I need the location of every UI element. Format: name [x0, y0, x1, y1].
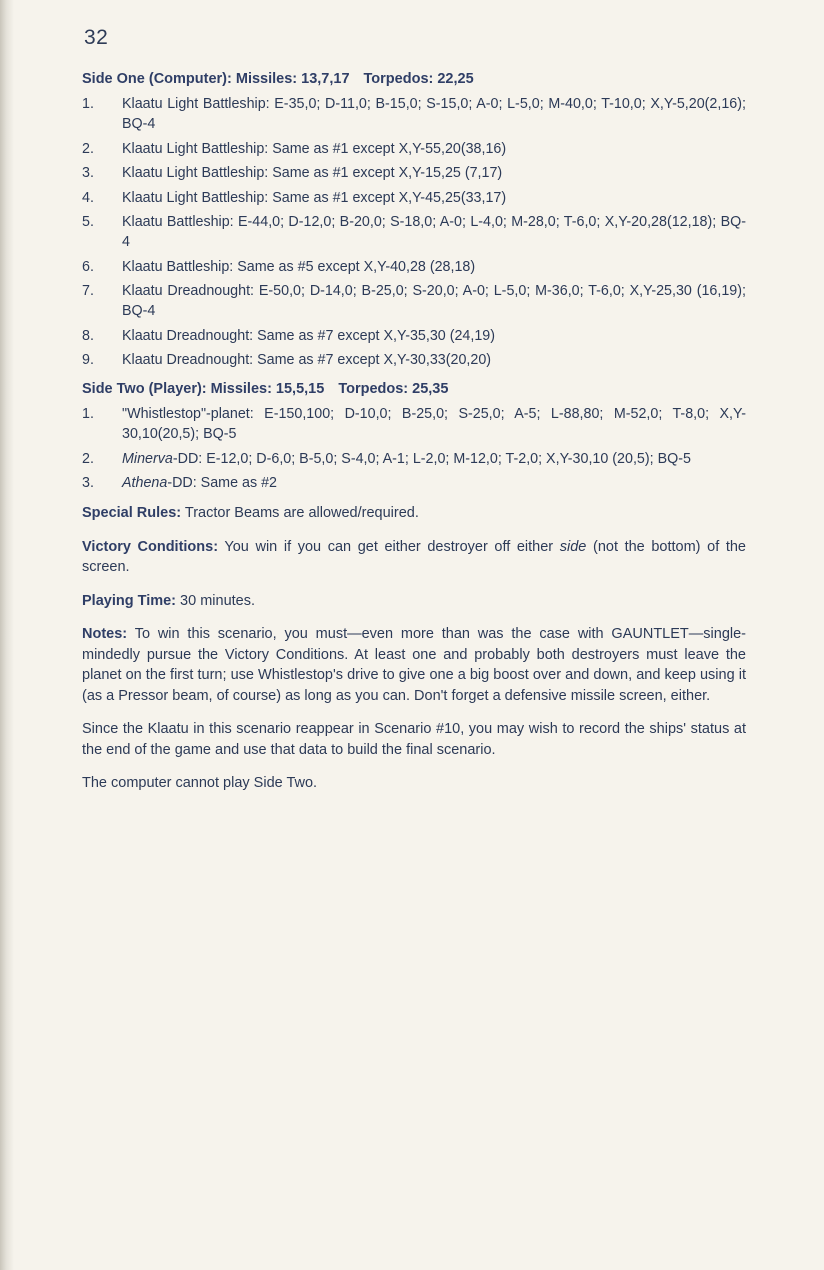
ship-stats: -DD: Same as #2: [167, 475, 277, 491]
side-one-torpedoes: Torpedos: 22,25: [363, 71, 474, 87]
playing-time-text: 30 minutes.: [176, 592, 256, 609]
list-item: [82, 281, 746, 321]
special-rules-text: Tractor Beams are allowed/required.: [181, 505, 419, 521]
list-item: [82, 94, 746, 134]
special-rules-paragraph: [82, 503, 746, 524]
item-number: 4.: [82, 189, 94, 206]
item-number: 5.: [82, 214, 94, 230]
victory-conditions-label: Victory Conditions:: [82, 538, 219, 555]
item-text: Klaatu Light Battleship: Same as #1 except X,Y-55,20(38,16): [122, 140, 507, 157]
list-item: [82, 139, 746, 159]
item-number: 3.: [82, 165, 94, 181]
playing-time-paragraph: [82, 591, 746, 612]
item-text: Klaatu Dreadnought: Same as #7 except X,Y-35,30 (24,19): [122, 327, 496, 344]
item-text: [122, 449, 746, 469]
item-text: Klaatu Light Battleship: Same as #1 except X,Y-15,25 (7,17): [122, 165, 503, 181]
victory-emphasis: side: [559, 538, 587, 555]
notes-text: To win this scenario, you must—even more than was the case with GAUNTLET—single-mindedly pursue the Victory Conditions. At least one and probably both destroyers must leave the planet on the first turn; use Whistlestop's drive to give one a big boost over and down, and keep using it (as a Pressor beam, of course) as long as you can. Don't forget a defensive missile screen, either.: [82, 626, 746, 704]
side-one-heading: [82, 70, 746, 88]
list-item: [82, 404, 746, 444]
playing-time-label: Playing Time:: [82, 592, 177, 609]
klaatu-record-paragraph: Since the Klaatu in this scenario reappear in Scenario #10, you may wish to record the ships' status at the end of the game and use that data to build the final scenario.: [82, 721, 746, 758]
special-rules-label: Special Rules:: [82, 505, 182, 521]
side-two-heading: [82, 380, 746, 398]
item-text: Klaatu Battleship: E-44,0; D-12,0; B-20,0; S-18,0; A-0; L-4,0; M-28,0; T-6,0; X,Y-20,28(12,18); BQ-4: [122, 214, 746, 250]
manual-page: [82, 26, 746, 807]
item-number: 2.: [82, 450, 94, 467]
ship-name: Minerva: [122, 450, 173, 467]
side-one-ship-list: [82, 94, 746, 370]
side-two-torpedoes: Torpedos: 25,35: [338, 381, 449, 397]
item-text: Klaatu Dreadnought: E-50,0; D-14,0; B-25,0; S-20,0; A-0; L-5,0; M-36,0; T-6,0; X,Y-25,30 (16,19); BQ-4: [122, 283, 746, 319]
item-number: 2.: [82, 140, 94, 157]
victory-text-a: You win if you can get either destroyer off either: [218, 538, 560, 555]
notes-paragraph: [82, 624, 746, 706]
item-number: 7.: [82, 283, 94, 299]
side-two-ship-list: [82, 404, 746, 493]
notes-label: Notes:: [82, 626, 128, 642]
list-item: [82, 473, 746, 493]
item-number: 9.: [82, 352, 94, 368]
item-text: Klaatu Light Battleship: E-35,0; D-11,0; B-15,0; S-15,0; A-0; L-5,0; M-40,0; T-10,0; X,Y-5,20(2,16); BQ-4: [122, 96, 746, 132]
list-item: [82, 212, 746, 252]
book-spine-shadow: [0, 0, 14, 1270]
item-number: 8.: [82, 327, 94, 344]
side-two-title: Side Two (Player): Missiles: 15,5,15: [82, 381, 325, 397]
item-text: [122, 473, 746, 493]
list-item: [82, 350, 746, 370]
list-item: [82, 326, 746, 346]
ship-name: Athena: [122, 475, 168, 491]
victory-conditions-paragraph: [82, 537, 746, 578]
ship-stats: -DD: E-12,0; D-6,0; B-5,0; S-4,0; A-1; L-2,0; M-12,0; T-2,0; X,Y-30,10 (20,5); BQ-5: [172, 450, 691, 467]
item-text: "Whistlestop"-planet: E-150,100; D-10,0; B-25,0; S-25,0; A-5; L-88,80; M-52,0; T-8,0; X,Y-30,10(20,5); BQ-5: [122, 406, 746, 442]
list-item: [82, 163, 746, 183]
computer-side-paragraph: The computer cannot play Side Two.: [82, 775, 318, 791]
item-number: 3.: [82, 475, 94, 491]
item-number: 1.: [82, 406, 94, 422]
item-number: 6.: [82, 258, 94, 275]
item-text: Klaatu Battleship: Same as #5 except X,Y-40,28 (28,18): [122, 258, 476, 275]
list-item: [82, 449, 746, 469]
list-item: [82, 188, 746, 208]
item-text: Klaatu Light Battleship: Same as #1 except X,Y-45,25(33,17): [122, 189, 507, 206]
side-one-title: Side One (Computer): Missiles: 13,7,17: [82, 71, 350, 87]
list-item: [82, 257, 746, 277]
page-number: 32: [84, 26, 109, 49]
victory-text-b: (not the bottom) of the screen.: [82, 538, 746, 575]
item-text: Klaatu Dreadnought: Same as #7 except X,Y-30,33(20,20): [122, 352, 492, 368]
item-number: 1.: [82, 96, 94, 112]
